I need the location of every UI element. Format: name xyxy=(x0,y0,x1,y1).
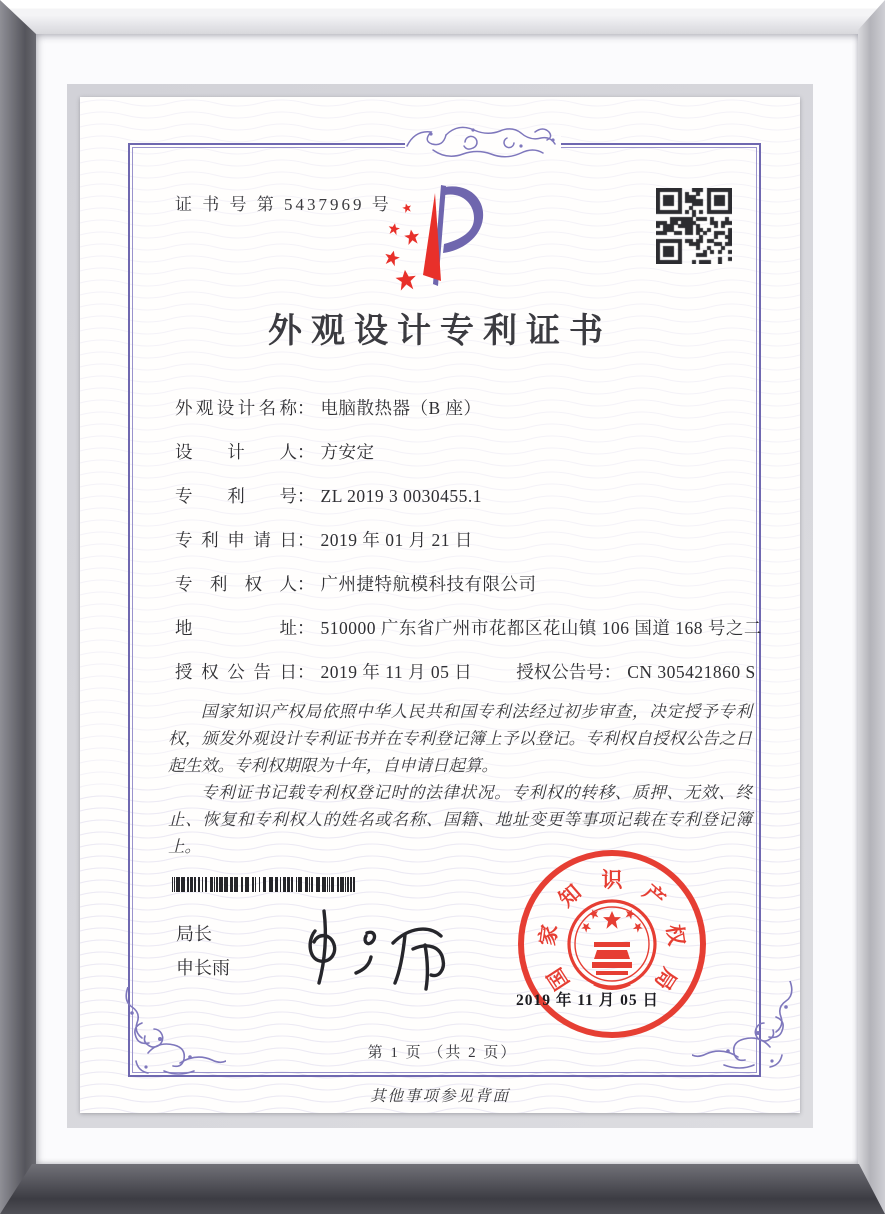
colon: ： xyxy=(297,662,315,682)
seal-character: 权 xyxy=(662,923,689,948)
photo-frame-bottom xyxy=(0,1164,885,1214)
field-row-patentee xyxy=(175,571,755,596)
field-label: 授权公告日 xyxy=(175,662,297,682)
field-label: 地址 xyxy=(175,618,297,638)
seal-character: 家 xyxy=(535,923,562,948)
field-label: 外观设计名称 xyxy=(175,398,297,418)
colon: ： xyxy=(297,442,315,462)
photo-frame-left xyxy=(0,0,36,1214)
photo-frame-right xyxy=(858,0,885,1214)
seal-character: 知 xyxy=(554,879,586,912)
field-label: 设计人 xyxy=(175,442,297,462)
field-label: 专利权人 xyxy=(175,574,297,594)
field-row-designer xyxy=(175,439,755,464)
body-paragraph: 专利证书记载专利权登记时的法律状况。专利权的转移、质押、无效、终止、恢复和专利权人的姓名或名称、国籍、地址变更等事项记载在专利登记簿上。 xyxy=(168,783,752,856)
field-label: 授权公告号 xyxy=(516,662,604,682)
director-signature xyxy=(285,901,470,996)
certificate-number: 证 书 号 第 5437969 号 xyxy=(175,195,392,214)
colon: ： xyxy=(603,662,622,682)
national-emblem-icon xyxy=(566,894,658,994)
field-value: 电脑散热器（B 座） xyxy=(320,398,482,418)
field-row-grant xyxy=(175,659,755,684)
field-row-filing-date xyxy=(175,527,755,552)
field-value: 510000 广东省广州市花都区花山镇 106 国道 168 号之二 xyxy=(320,618,762,638)
field-row-patent-no xyxy=(175,483,755,508)
legal-text xyxy=(168,698,752,860)
cnipa-logo-icon xyxy=(385,181,489,293)
field-row-design-name xyxy=(175,395,755,420)
seal-date: 2019 年 11 月 05 日 xyxy=(516,992,660,1009)
colon: ： xyxy=(297,574,315,594)
field-label: 专利申请日 xyxy=(175,530,297,550)
field-value: 2019 年 01 月 21 日 xyxy=(320,530,473,550)
seal-character: 局 xyxy=(649,963,682,995)
barcode xyxy=(172,877,357,892)
field-value: CN 305421860 S xyxy=(627,662,756,682)
matte-bevel xyxy=(67,84,813,1128)
colon: ： xyxy=(297,618,315,638)
officer-name: 申长雨 xyxy=(176,958,230,978)
seal-character: 国 xyxy=(542,963,575,995)
colon: ： xyxy=(297,398,315,418)
field-value: 方安定 xyxy=(320,442,375,462)
field-value: 广州捷特航模科技有限公司 xyxy=(320,574,537,594)
certificate-paper xyxy=(80,97,800,1113)
colon: ： xyxy=(297,530,315,550)
page-number: 第 1 页 （共 2 页） xyxy=(367,1045,518,1061)
back-note: 其他事项参见背面 xyxy=(369,1088,510,1105)
officer-title: 局长 xyxy=(176,924,212,944)
seal-character: 识 xyxy=(601,868,623,892)
body-paragraph: 国家知识产权局依照中华人民共和国专利法经过初步审查，决定授予专利权，颁发外观设计专利证书并在专利登记簿上予以登记。专利权自授权公告之日起生效。专利权期限为十年，自申请日起算。 xyxy=(168,702,752,775)
page-title: 外观设计专利证书 xyxy=(268,313,612,350)
qr-code xyxy=(656,188,732,264)
field-label: 专利号 xyxy=(175,486,297,506)
colon: ： xyxy=(297,486,315,506)
field-value: 2019 年 11 月 05 日 xyxy=(320,662,473,682)
officer-block xyxy=(176,917,230,985)
seal-character: 产 xyxy=(638,879,670,912)
field-value: ZL 2019 3 0030455.1 xyxy=(320,486,482,506)
photo-frame-top xyxy=(0,0,885,34)
field-row-address xyxy=(175,615,762,640)
